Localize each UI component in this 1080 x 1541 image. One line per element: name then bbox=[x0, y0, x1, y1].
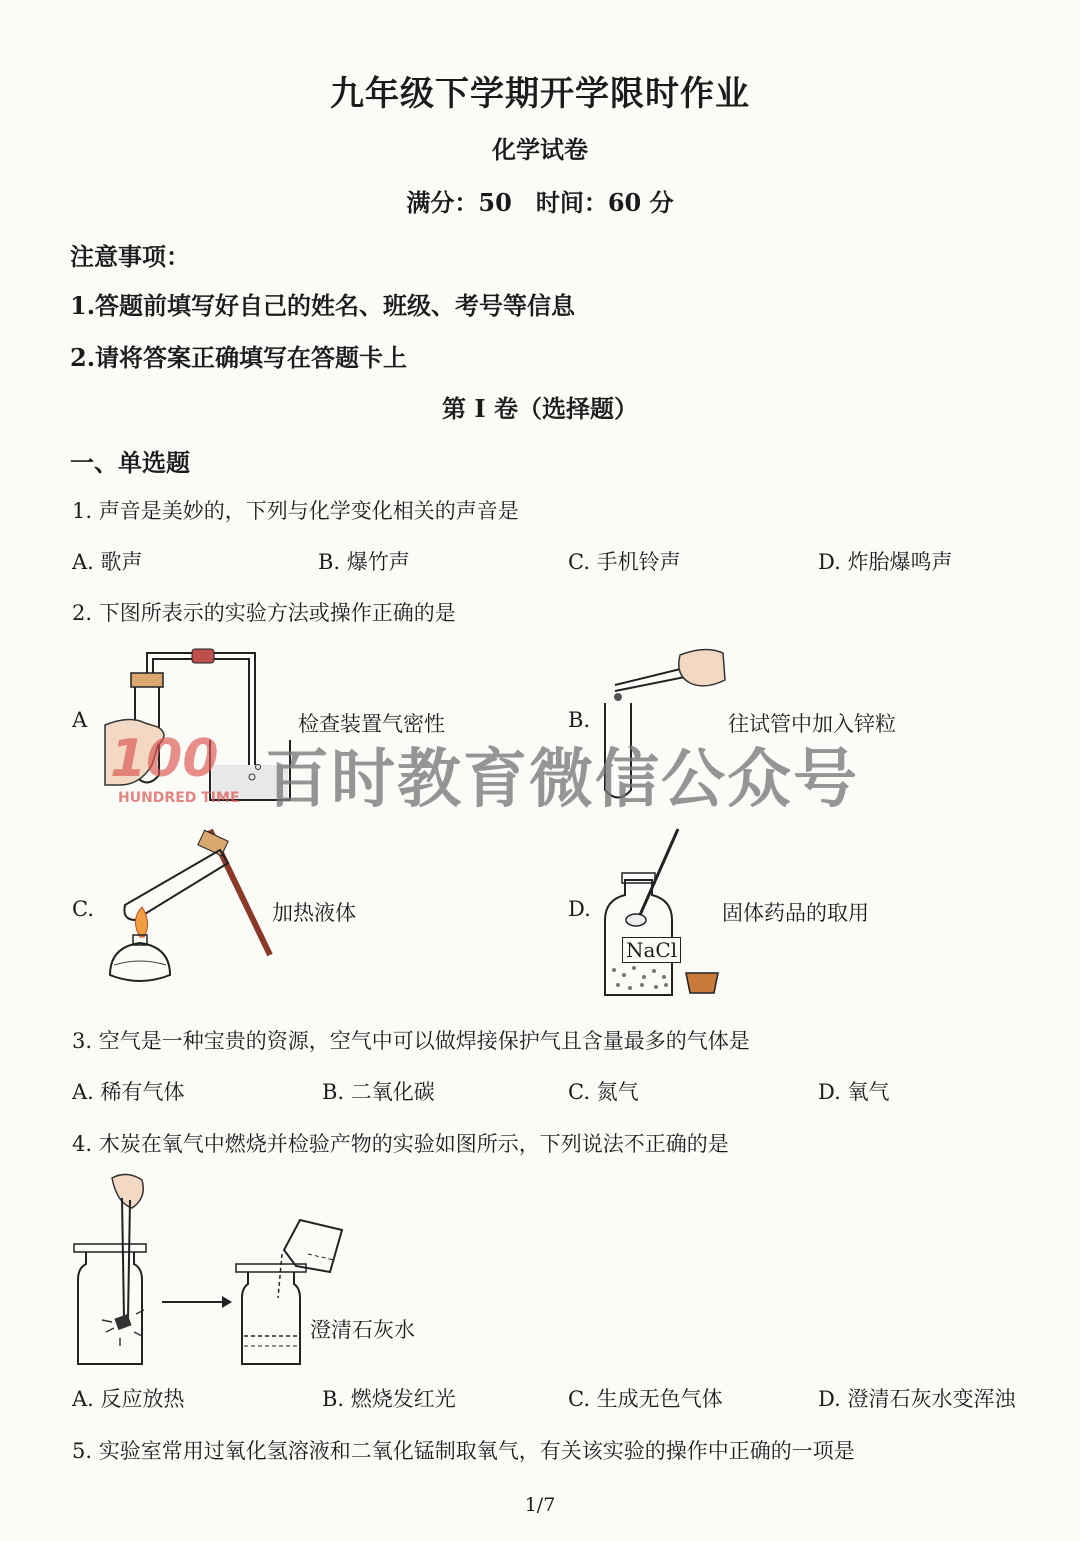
figure-c-letter: C. bbox=[72, 897, 94, 921]
question-5-stem: 5. 实验室常用过氧化氢溶液和二氧化锰制取氧气，有关该实验的操作中正确的一项是 bbox=[72, 1439, 855, 1463]
paper-subtitle: 化学试卷 bbox=[492, 135, 588, 164]
nacl-bottle-label: NaCl bbox=[622, 937, 681, 963]
question-4-stem: 4. 木炭在氧气中燃烧并检验产物的实验如图所示，下列说法不正确的是 bbox=[72, 1132, 729, 1156]
question-3-option-d: D. 氧气 bbox=[818, 1080, 890, 1104]
question-4-option-c: C. 生成无色气体 bbox=[568, 1387, 723, 1411]
figure-limewater-label: 澄清石灰水 bbox=[310, 1318, 415, 1342]
watermark-logo-subtext: HUNDRED TIME bbox=[118, 790, 240, 806]
paper-title: 九年级下学期开学限时作业 bbox=[330, 74, 750, 114]
question-3-option-c: C. 氮气 bbox=[568, 1080, 639, 1104]
figure-a-caption: 检查装置气密性 bbox=[298, 712, 445, 736]
question-3-stem: 3. 空气是一种宝贵的资源，空气中可以做焊接保护气且含量最多的气体是 bbox=[72, 1029, 750, 1053]
question-3-option-a: A. 稀有气体 bbox=[72, 1080, 185, 1104]
watermark-text: 百时教育微信公众号 bbox=[265, 743, 859, 817]
question-3-option-b: B. 二氧化碳 bbox=[322, 1080, 435, 1104]
score-time-line: 满分：50 时间：60 分 bbox=[406, 188, 674, 217]
figure-c-apparatus bbox=[100, 825, 275, 1000]
figure-d-caption: 固体药品的取用 bbox=[722, 901, 869, 925]
svg-text:100: 100 bbox=[110, 729, 219, 789]
notice-item-1: 1.答题前填写好自己的姓名、班级、考号等信息 bbox=[70, 291, 576, 320]
figure-a-letter: A bbox=[72, 708, 88, 732]
question-1-option-a: A. 歌声 bbox=[72, 550, 143, 574]
question-1-option-b: B. 爆竹声 bbox=[318, 550, 410, 574]
figure-c-caption: 加热液体 bbox=[272, 901, 356, 925]
figure-d-letter: D. bbox=[568, 897, 591, 921]
question-1-option-d: D. 炸胎爆鸣声 bbox=[818, 550, 953, 574]
section-title: 第 I 卷（选择题） bbox=[442, 394, 638, 423]
question-2-stem: 2. 下图所表示的实验方法或操作正确的是 bbox=[72, 601, 456, 625]
notice-item-2: 2.请将答案正确填写在答题卡上 bbox=[70, 343, 408, 372]
question-1-option-c: C. 手机铃声 bbox=[568, 550, 681, 574]
figure-b-caption: 往试管中加入锌粒 bbox=[728, 712, 896, 736]
page-number: 1/7 bbox=[524, 1494, 556, 1516]
part-heading: 一、单选题 bbox=[70, 448, 190, 477]
question-4-option-d: D. 澄清石灰水变浑浊 bbox=[818, 1387, 1016, 1411]
question-4-option-b: B. 燃烧发红光 bbox=[322, 1387, 456, 1411]
figure-d-apparatus bbox=[600, 825, 730, 1000]
question-4-option-a: A. 反应放热 bbox=[72, 1387, 185, 1411]
question-1-stem: 1. 声音是美妙的，下列与化学变化相关的声音是 bbox=[72, 499, 519, 523]
figure-b-letter: B. bbox=[568, 708, 591, 732]
notice-heading: 注意事项： bbox=[70, 242, 190, 271]
